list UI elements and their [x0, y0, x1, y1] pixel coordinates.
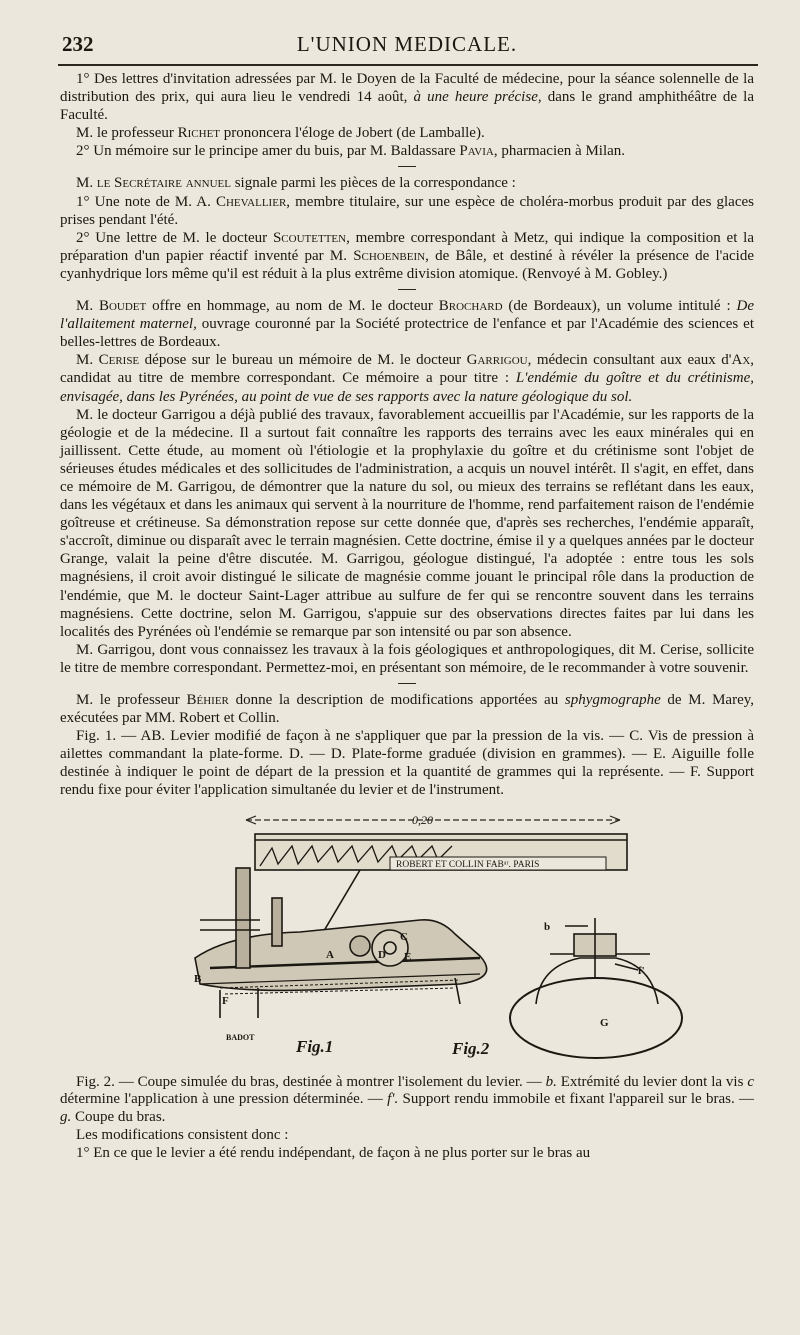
- paragraph: M. Cerise dépose sur le bureau un mémoire de M. le docteur Garrigou, médecin consultant aux eaux d'Ax, candidat au titre de membre correspondant. Ce mémoire a pour titre : L'endémie du goître et du crétinisme, envisagée, dans les Pyrénées, au point de vue de ses rapports avec la nature géologique du sol.: [60, 352, 755, 405]
- section-separator: [398, 289, 416, 290]
- scale-bar: [246, 816, 620, 824]
- paragraph: M. Garrigou, dont vous connaissez les travaux à la fois géologiques et anthropologiques, dit M. Cerise, sollicite le titre de membre correspondant. Permettez-moi, en présentant son mémoire, de le recommander à votre souvenir.: [60, 641, 754, 676]
- label-f-fig2: f': [638, 964, 645, 977]
- header-rule: [58, 64, 758, 66]
- label-e: E: [404, 950, 412, 963]
- paragraph: 2° Un mémoire sur le principe amer du buis, par M. Baldassare Pavia, pharmacien à Milan.: [76, 143, 626, 160]
- paragraph: 1° Des lettres d'invitation adressées par M. le Doyen de la Faculté de médecine, pour la séance solennelle de la distribution des prix, qui aura lieu le vendredi 14 août, à une heure précise, dans le grand amphithéâtre de la Faculté.: [60, 71, 754, 124]
- running-head: [62, 30, 752, 60]
- engraver-signature: BADOT: [226, 1032, 255, 1042]
- paragraph: 1° En ce que le levier a été rendu indépendant, de façon à ne plus porter sur le bras au: [76, 1145, 591, 1162]
- paragraph: Les modifications consistent donc :: [76, 1127, 289, 1144]
- section-separator: [398, 683, 416, 684]
- sphygmograph-figure: [60, 808, 754, 1064]
- label-f: F: [222, 994, 229, 1007]
- sphygmograph-engraving: [60, 808, 754, 1064]
- paragraph: M. le docteur Garrigou a déjà publié des travaux, favorablement accueillis par l'Académie, sur les rapports de la géologie et de la médecine. Il a surtout fait connaître les rapports des terrains avec les eaux minérales qui en jaillissent. Cette étude, au moment où l'étiologie et la prophylaxie du goître et du crétinisme sont l'objet de sérieuses études médicales et des sollicitudes de l'administration, a acquis un nouvel intérêt. Il s'agit, en effet, dans ce mémoire de M. Garrigou, de démontrer que la nature du sol, ou mieux des terrains se reflétant dans les eaux, dans les végétaux et dans les animaux qui servent à la nourriture de l'homme, rend parfaitement raison de l'endémie goîtreuse et crétineuse. Sa démonstration repose sur cette donnée que, d'après ses recherches, l'endémie apparaît, s'accroît, diminue ou disparaît avec le terrain magnésien. Cette doctrine, émise il y a quelques années par le docteur Grange, valait la peine d'être discutée. M. Garrigou, géologue distingué, l'a adoptée : entre tous les sols magnésiens, il croit avoir distingué le silicate de magnésie comme jouant le principal rôle dans la production de l'endémie, que M. le docteur Saint-Lager attribue au sulfure de fer qui se rencontre souvent dans les terrains magnésiens. Cette doctrine, selon M. Garrigou, s'appuie sur des observations directes faites par lui dans les localités des Pyrénées où l'endémie se remarque par son intensité ou par son absence.: [60, 406, 754, 640]
- page-number: 232: [62, 32, 94, 56]
- fig1-caption: Fig.1: [296, 1036, 334, 1056]
- label-a: A: [326, 948, 334, 961]
- paragraph: 1° Une note de M. A. Chevallier, membre titulaire, sur une espèce de choléra-morbus produit par des glaces prises pendant l'été.: [60, 193, 754, 228]
- paragraph: 2° Une lettre de M. le docteur Scoutetten, membre correspondant à Metz, qui indique la composition et la préparation d'un papier réactif inventé par M. Schoenbein, de Bâle, et destiné à révéler la présence de l'acide cyanhydrique lors même qu'il est réduit à la plus extrême division atomique. (Renvoyé à M. Gobley.): [60, 229, 754, 282]
- label-b: B: [194, 972, 202, 985]
- section-separator: [398, 166, 416, 167]
- label-b-fig2: b: [544, 920, 551, 933]
- label-c: C: [400, 930, 408, 943]
- label-g-fig2: G: [600, 1016, 609, 1029]
- figure-legend: Fig. 2. — Coupe simulée du bras, destinée à montrer l'isolement du levier. — b. Extrémité du levier dont la vis c détermine l'application à une pression déterminée. — f'. Support rendu immobile et fixant l'appareil sur le bras. — g. Coupe du bras.: [60, 1073, 754, 1125]
- figure-legend: Fig. 1. — AB. Levier modifié de façon à ne s'appliquer que par la pression de la vis. — C. Vis de pression à ailettes commandant la plate-forme. D. — D. Plate-forme graduée (division en grammes). — E. Aiguille folle destinée à indiquer le point de départ de la pression et la quantité de grammes qui la représente. — F. Support rendu fixe pour éviter l'application simultanée du levier et de l'instrument.: [60, 728, 754, 799]
- scale-label: 0,20: [412, 812, 433, 827]
- text-column: [60, 70, 754, 1162]
- paragraph: M. le professeur Richet prononcera l'éloge de Jobert (de Lamballe).: [76, 125, 485, 142]
- fig2-arm-section: [510, 918, 682, 1058]
- paragraph: M. le Secrétaire annuel signale parmi les pièces de la correspondance :: [76, 175, 516, 192]
- journal-title: L'UNION MEDICALE.: [296, 32, 518, 56]
- paragraph: M. le professeur Béhier donne la description de modifications apportées au sphygmographe de M. Marey, exécutées par MM. Robert et Collin.: [60, 692, 755, 727]
- paragraph: M. Boudet offre en hommage, au nom de M. le docteur Brochard (de Bordeaux), un volume intitulé : De l'allaitement maternel, ouvrage couronné par la Société protectrice de l'enfance et par l'Académie des sciences et belles-lettres de Bordeaux.: [60, 298, 754, 351]
- maker-plate-text: ROBERT ET COLLIN FABᵃʳ. PARIS: [396, 859, 540, 870]
- label-d: D: [378, 948, 386, 961]
- fig2-caption: Fig.2: [452, 1038, 490, 1058]
